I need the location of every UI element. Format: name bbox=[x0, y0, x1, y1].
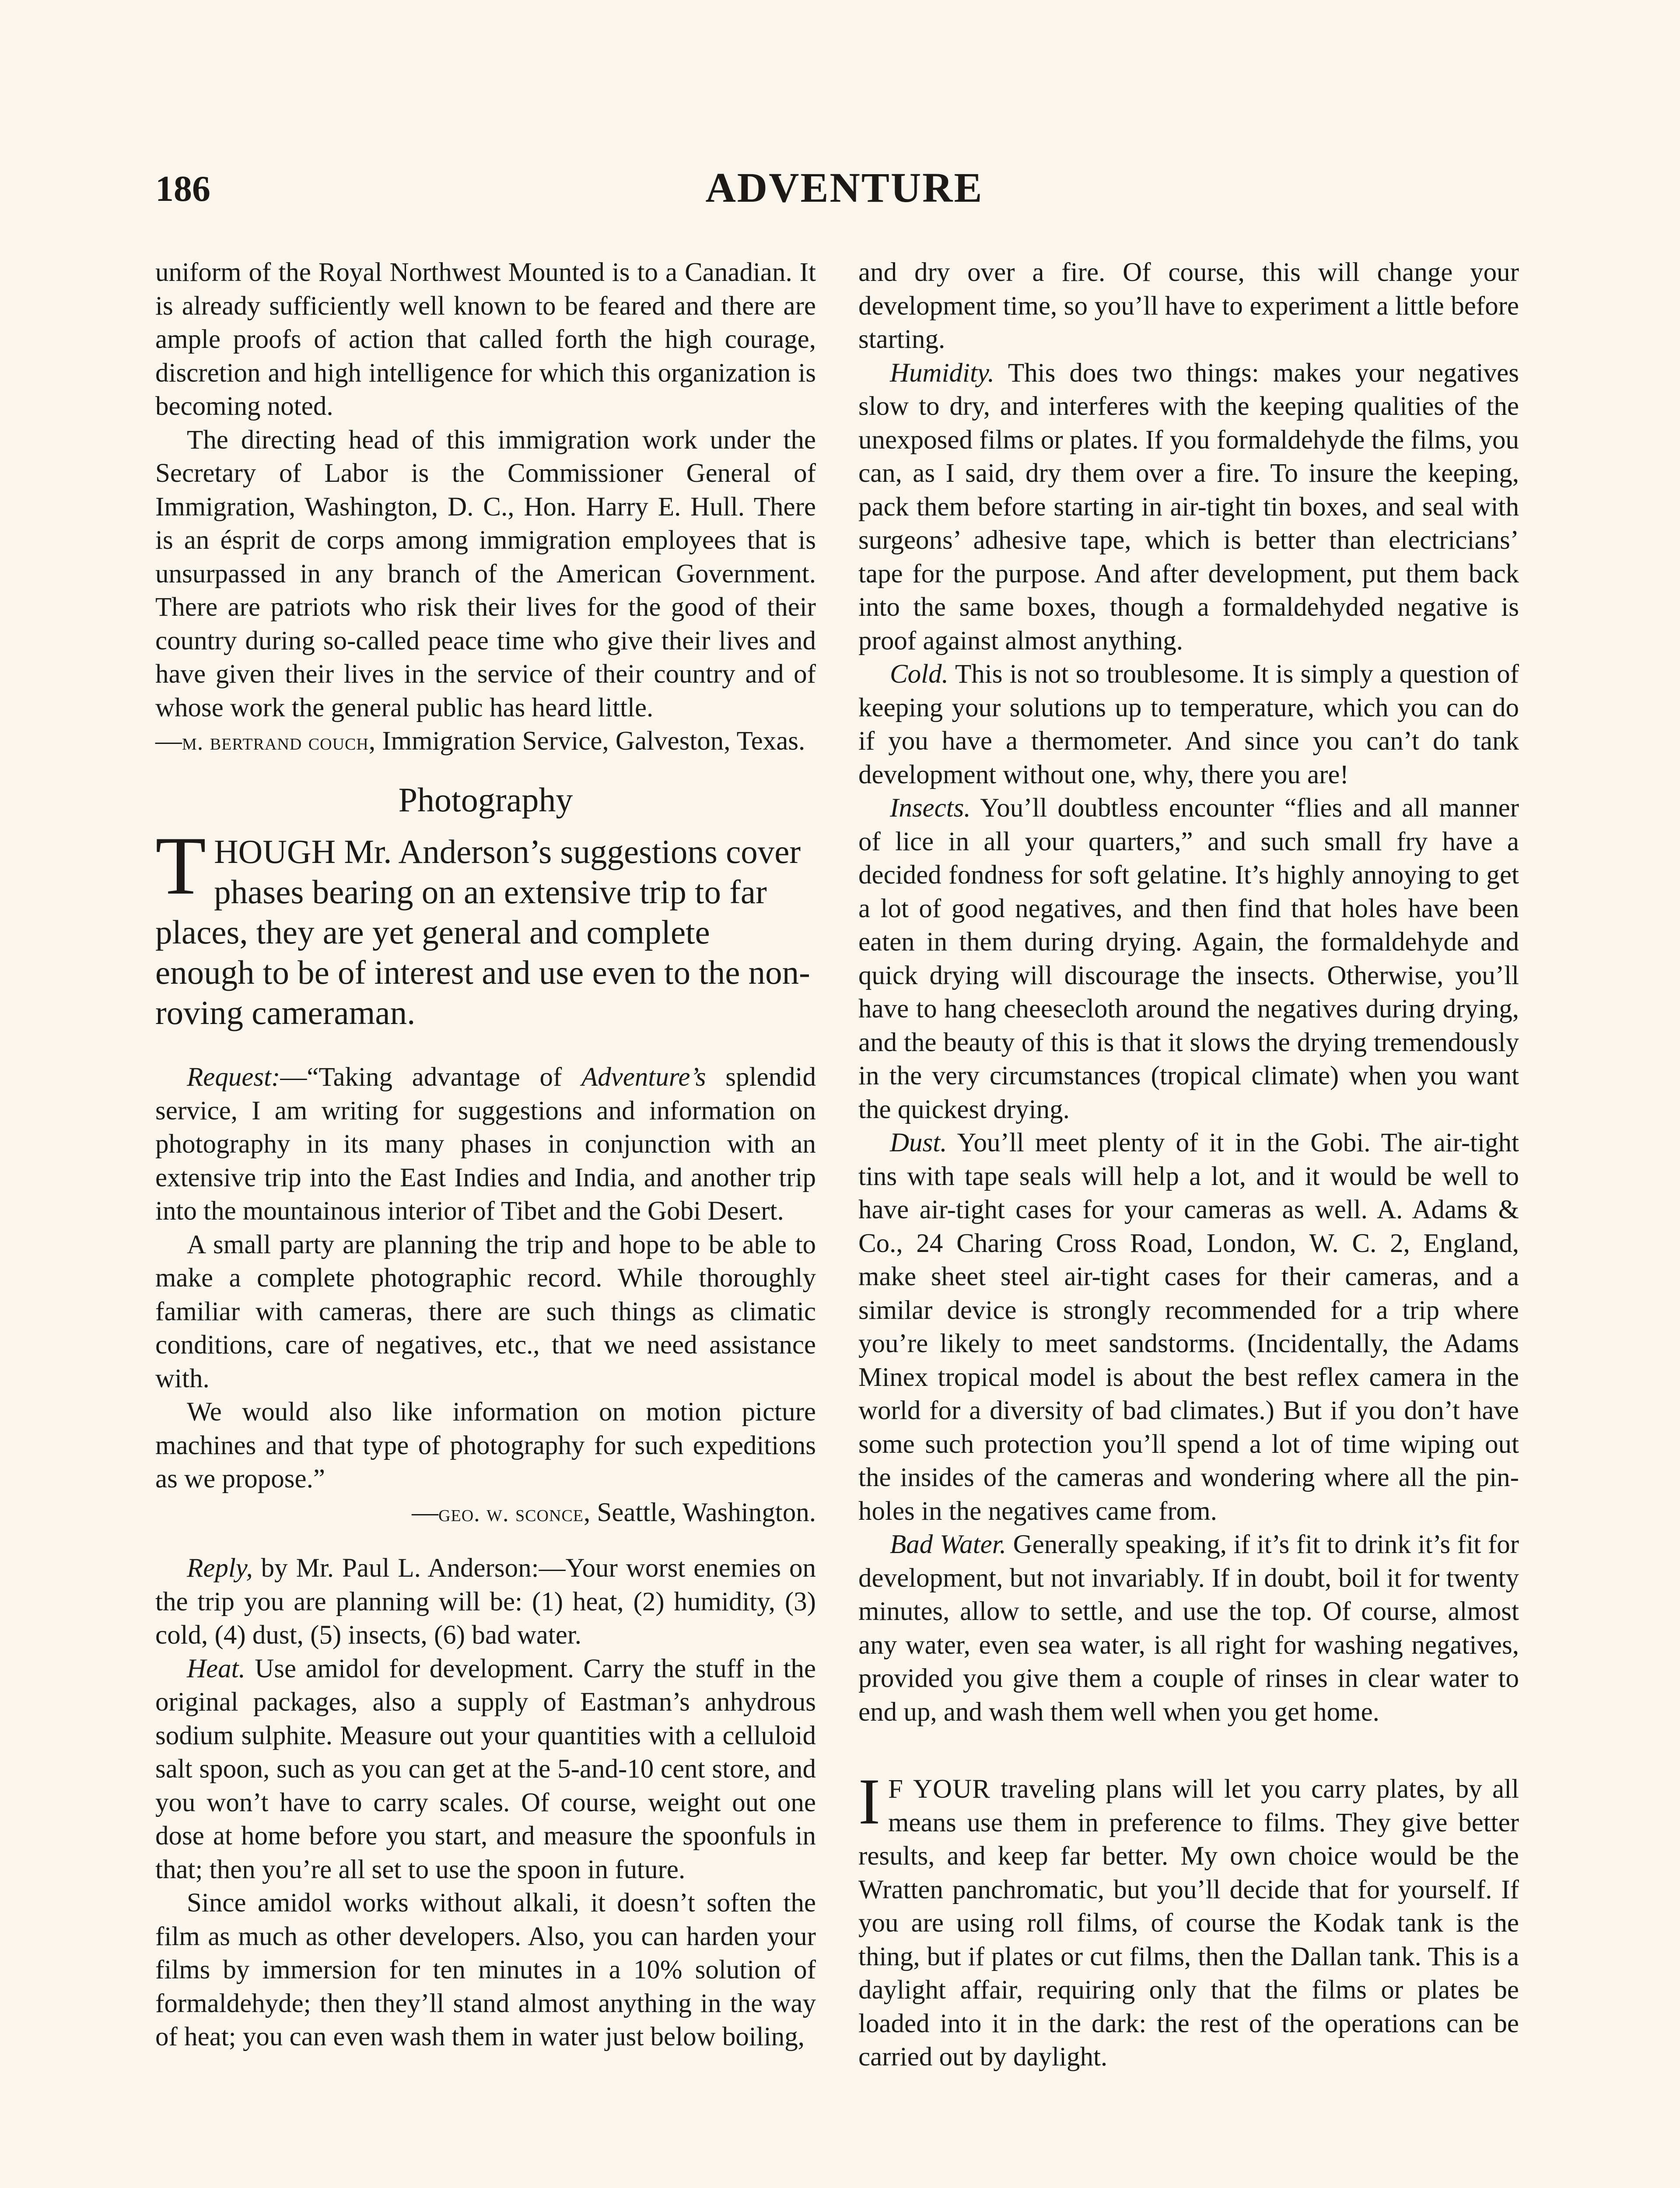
signature-place: , Seattle, Washington. bbox=[583, 1497, 816, 1527]
paragraph: A small party are planning the trip and hope to be able to make a complete photographic record. While thoroughly familiar with cameras, there are such things as climatic conditions, care of negatives, etc., that we need assistance with. bbox=[155, 1230, 816, 1393]
heat-text: Use amidol for development. Carry the stuff in the original packages, also a supply of Eastman’s anhydrous sodium sulphite. Measure out your quantities with a celluloid salt spoon, such as you can get at the 5-and-10 cent store, and you won’t have to carry scales. Of course, weight out one dose at home before you start, and measure the spoonfuls in that; then you’re all set to use the spoon in future. bbox=[155, 1654, 816, 1884]
request-text: —“Taking advantage of bbox=[280, 1062, 582, 1092]
cold-label: Cold. bbox=[890, 659, 948, 689]
paragraph: uniform of the Royal Northwest Mounted is to a Canadian. It is already sufficiently well known to be feared and there are ample proofs of action that called forth the high courage, discretion and high intelligence for which this organization is becoming noted. bbox=[155, 258, 816, 421]
lead-first-word: HOUGH bbox=[214, 833, 336, 870]
signature bbox=[155, 1496, 816, 1530]
section-title: Photography bbox=[398, 780, 573, 819]
lead-paragraph bbox=[155, 820, 816, 1033]
bad-water-label: Bad Water. bbox=[890, 1530, 1006, 1559]
dust-label: Dust. bbox=[890, 1128, 947, 1157]
request-label: Request: bbox=[187, 1062, 280, 1092]
plates-paragraph bbox=[858, 1765, 1519, 2074]
insects-paragraph bbox=[858, 792, 1519, 1126]
humidity-text: This does two things: makes your negatives slow to dry, and interferes with the keeping qualities of the unexposed films or plates. If you formaldehyde the films, you can, as I said, dry them over a fire. To insure the keeping, pack them before starting in air-tight tin boxes, and seal with surgeons’ adhesive tape, which is better than electricians’ tape for the purpose. And after development, put them back into the same boxes, though a formaldehyded negative is proof against almost anything. bbox=[858, 358, 1519, 656]
dash: — bbox=[412, 1497, 439, 1527]
humidity-paragraph bbox=[858, 357, 1519, 658]
lead-text: Mr. Anderson’s suggestions cover phases bearing on an extensive trip to far places, they are yet general and complete enough to be of interest and use even to the non-roving cameraman. bbox=[155, 833, 810, 1031]
page-number: 186 bbox=[155, 168, 210, 209]
heat-label: Heat. bbox=[187, 1654, 245, 1683]
first-words: F YOUR bbox=[888, 1774, 990, 1804]
drop-cap: T bbox=[155, 820, 206, 912]
paragraph: The directing head of this immigration work under the Secretary of Labor is the Commissioner General of Immigration, Washington, D. C., Hon. Harry E. Hull. There is an ésprit de corps among immigration employees that is unsurpassed in any branch of the American Government. There are patriots who risk their lives for the good of their country during so-called peace time who give their lives and have given their lives in the service of their country and of whose work the general public has heard little. bbox=[155, 425, 816, 722]
humidity-label: Humidity. bbox=[890, 358, 994, 388]
request-text: splendid service, I am writing for suggestions and information on photography in its many phases in conjunction with an extensive trip into the East Indies and India, and another trip into the mountainous interior of Tibet and the Gobi Desert. bbox=[155, 1062, 816, 1226]
spacer bbox=[155, 1530, 816, 1552]
insects-text: You’ll doubtless encounter “flies and all manner of lice in all your quarters,” and such small fry have a decided fondness for soft gelatine. It’s highly annoying to get a lot of good negatives, and then find that holes have been eaten in them during drying. Again, the formaldehyde and quick drying will discourage the insects. Otherwise, you’ll have to hang cheesecloth around the negatives during drying, and the beauty of this is that it slows the drying tremendously in the very circumstances (tropical climate) when you want the quickest drying. bbox=[858, 793, 1519, 1124]
dust-paragraph bbox=[858, 1126, 1519, 1528]
bad-water-text: Generally speaking, if it’s fit to drink it’s fit for development, but not invariably. If in doubt, boil it for twenty minutes, allow to settle, and use the top. Of course, almost any water, even sea water, is all right for washing negatives, provided you give them a couple of rinses in clear water to end up, and wash them well when you get home. bbox=[858, 1530, 1519, 1727]
running-title: ADVENTURE bbox=[705, 164, 984, 211]
reply-label: Reply, bbox=[187, 1553, 253, 1583]
signature-place: , Immigration Service, Galveston, Texas. bbox=[368, 726, 805, 756]
dash: — bbox=[155, 726, 182, 756]
page-header bbox=[155, 160, 1533, 217]
heat-paragraph bbox=[155, 1652, 816, 1887]
reply-text: by Mr. Paul L. Anderson:—Your worst enemies on the trip you are planning will be: (1) heat, (2) humidity, (3) cold, (4) dust, (5) insects, (6) bad water. bbox=[155, 1553, 816, 1650]
spacer bbox=[858, 1729, 1519, 1773]
cold-text: This is not so troublesome. It is simply a question of keeping your solutions up to temperature, which you can do if you have a thermometer. And since you can’t do tank development without one, why, there you are! bbox=[858, 659, 1519, 789]
paragraph: and dry over a fire. Of course, this will change your development time, so you’ll have to experiment a little before starting. bbox=[858, 258, 1519, 354]
dust-text: You’ll meet plenty of it in the Gobi. The air-tight tins with tape seals will help a lot, and it would be well to have air-tight cases for your cameras as well. A. Adams & Co., 24 Charing Cross Road, London, W. C. 2, England, make sheet steel air-tight cases for their cameras, and a similar device is strongly recommended for a trip where you’re likely to meet sandstorms. (Incidentally, the Adams Minex tropical model is about the best reflex camera in the world for a diversity of bad climates.) But if you don’t have some such protection you’ll spend a lot of time wiping out the insides of the cameras and wondering where all the pin-holes in the negatives came from. bbox=[858, 1128, 1519, 1526]
plates-text: traveling plans will let you carry plates, by all means use them in preference to films. They give better results, and keep far better. My own choice would be the Wratten panchromatic, but you’ll decide that for yourself. If you are using roll films, of course the Kodak tank is the thing, but if plates or cut films, then the Dallan tank. This is a daylight affair, requiring only that the films or plates be loaded into it in the dark: the rest of the operations can be carried out by daylight. bbox=[858, 1774, 1519, 2072]
reply-paragraph bbox=[155, 1552, 816, 1652]
signature bbox=[155, 725, 816, 759]
signature-name: m. bertrand couch bbox=[182, 729, 369, 755]
left-column bbox=[155, 256, 816, 2054]
paragraph: Since amidol works without alkali, it doesn’t soften the film as much as other developers. Also, you can harden your films by immersion for ten minutes in a 10% solution of formaldehyde; then they’ll stand almost anything in the way of heat; you can even wash them in water just below boiling, bbox=[155, 1888, 816, 2051]
bad-water-paragraph bbox=[858, 1528, 1519, 1729]
signature-name: geo. w. sconce bbox=[438, 1500, 584, 1526]
insects-label: Insects. bbox=[890, 793, 971, 823]
magazine-name: Adventure’s bbox=[581, 1062, 706, 1092]
cold-paragraph bbox=[858, 658, 1519, 792]
request-paragraph bbox=[155, 1061, 816, 1228]
drop-cap: I bbox=[858, 1765, 880, 1838]
right-column bbox=[858, 256, 1519, 2074]
paragraph: We would also like information on motion picture machines and that type of photography for such expeditions as we propose.” bbox=[155, 1397, 816, 1494]
